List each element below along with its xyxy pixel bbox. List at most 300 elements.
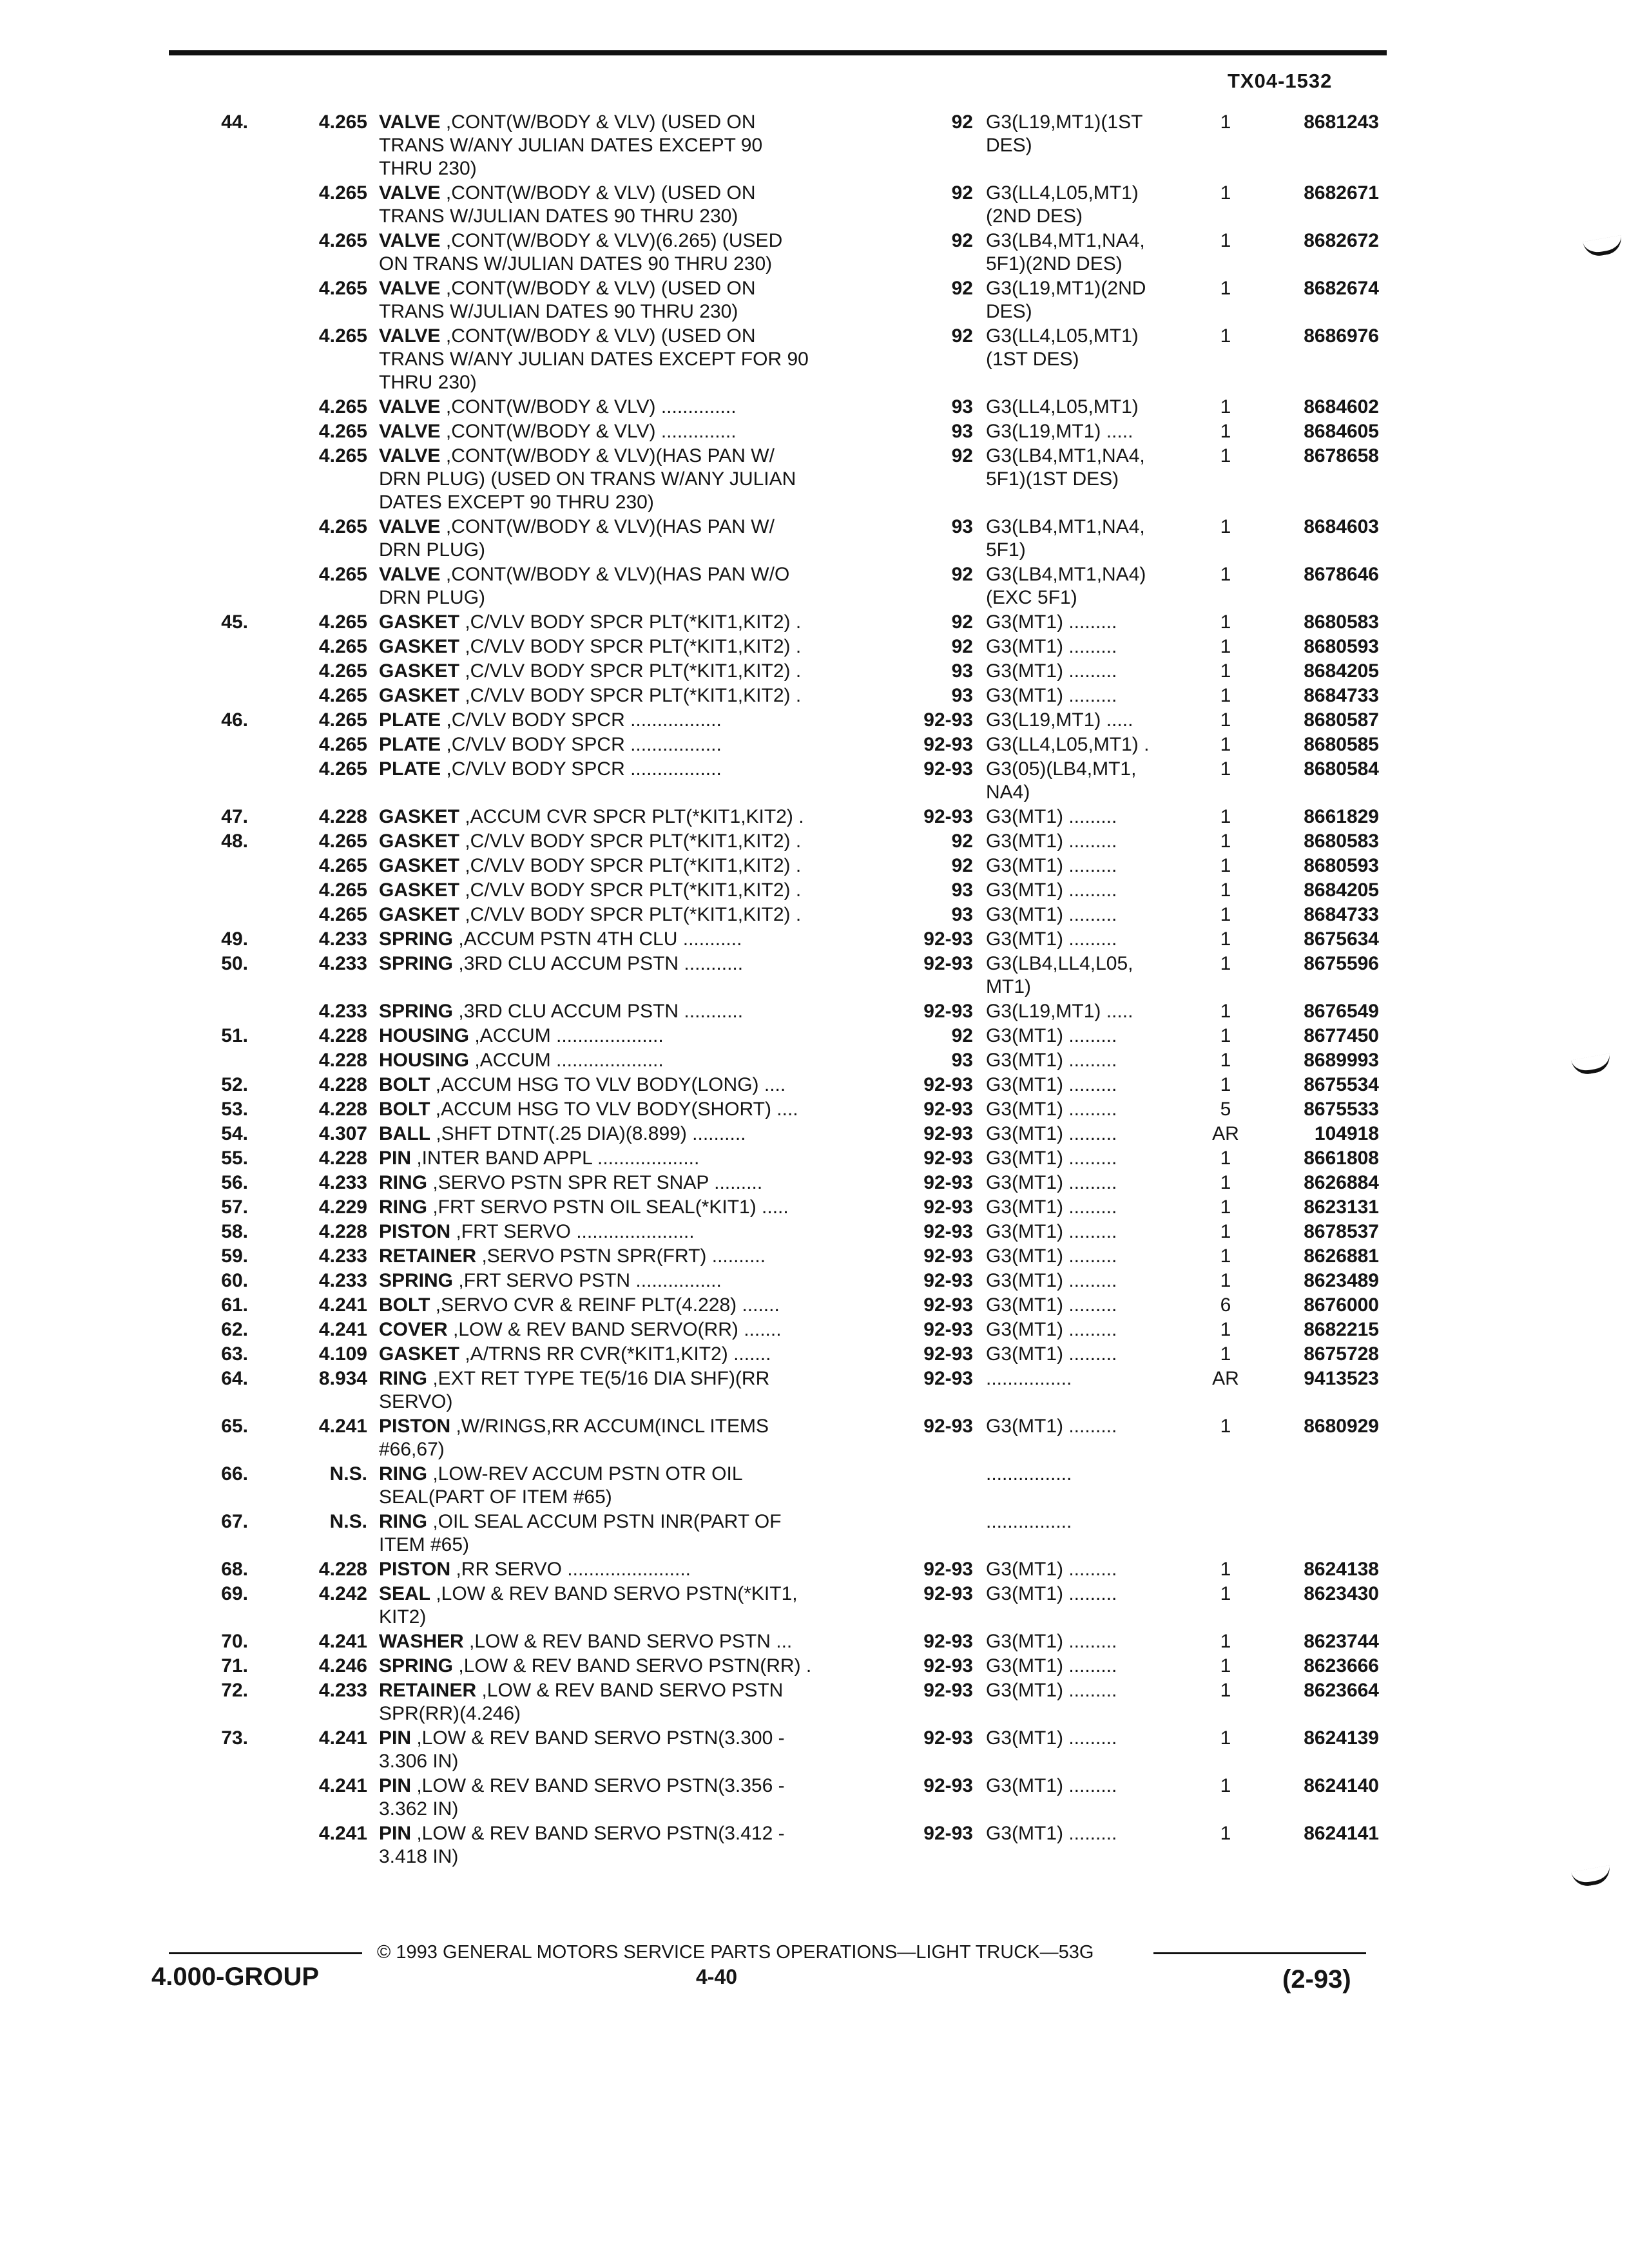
part-number: 8684605 xyxy=(1304,421,1379,442)
usage-application: G3(MT1) ......... xyxy=(986,1025,1117,1046)
part-description xyxy=(379,111,946,180)
header-rule xyxy=(169,50,1387,55)
quantity: 1 xyxy=(1220,516,1231,537)
model-years: 92-93 xyxy=(923,1559,973,1580)
quantity: 1 xyxy=(1220,855,1231,876)
quantity: 1 xyxy=(1220,953,1231,974)
part-number: 8680584 xyxy=(1304,758,1379,780)
parts-row xyxy=(0,325,1629,396)
item-number: 70. xyxy=(221,1631,248,1652)
parts-row xyxy=(0,111,1629,182)
part-detail: ,LOW & REV BAND SERVO PSTN ... xyxy=(463,1631,793,1652)
part-detail: ,C/VLV BODY SPCR ................. xyxy=(441,709,722,731)
group-number: 4.265 xyxy=(318,831,367,852)
group-number: 4.233 xyxy=(318,953,367,974)
parts-row xyxy=(0,229,1629,277)
parts-row xyxy=(0,1679,1629,1727)
part-description xyxy=(379,1679,946,1725)
part-name: BOLT xyxy=(379,1099,430,1120)
part-name: SPRING xyxy=(379,1270,454,1291)
usage-application: G3(MT1) ......... xyxy=(986,855,1117,876)
part-number: 8684205 xyxy=(1304,660,1379,682)
part-description xyxy=(379,635,946,658)
usage-application: G3(MT1) ......... xyxy=(986,1343,1117,1365)
quantity: AR xyxy=(1212,1368,1239,1389)
group-number: 4.265 xyxy=(318,278,367,299)
model-years: 92 xyxy=(951,611,973,633)
model-years: 93 xyxy=(951,1050,973,1071)
quantity: 1 xyxy=(1220,685,1231,706)
parts-row xyxy=(0,420,1629,445)
usage-application: ................ xyxy=(986,1463,1072,1485)
quantity: 1 xyxy=(1220,1245,1231,1267)
usage-application: G3(MT1) ......... xyxy=(986,1074,1117,1095)
quantity: 1 xyxy=(1220,1319,1231,1340)
part-number: 8680593 xyxy=(1304,636,1379,657)
usage-application: G3(MT1) ......... xyxy=(986,611,1117,633)
group-number: N.S. xyxy=(329,1463,367,1485)
part-detail: ,CONT(W/BODY & VLV) (USED ON TRANS W/JULIAN DATES 90 THRU 230) xyxy=(379,182,756,227)
usage-application: G3(MT1) ......... xyxy=(986,1727,1117,1749)
parts-row xyxy=(0,1727,1629,1774)
part-name: WASHER xyxy=(379,1631,464,1652)
part-detail: ,CONT(W/BODY & VLV) (USED ON TRANS W/ANY JULIAN DATES EXCEPT 90 THRU 230) xyxy=(379,111,763,179)
parts-row xyxy=(0,396,1629,420)
item-number: 60. xyxy=(221,1270,248,1291)
item-number: 69. xyxy=(221,1583,248,1604)
parts-row xyxy=(0,515,1629,563)
part-name: RING xyxy=(379,1463,427,1485)
quantity: 1 xyxy=(1220,758,1231,780)
quantity: 1 xyxy=(1220,1416,1231,1437)
part-name: PISTON xyxy=(379,1559,451,1580)
part-name: RING xyxy=(379,1368,427,1389)
part-detail: ,SHFT DTNT(.25 DIA)(8.899) .......... xyxy=(430,1123,746,1144)
usage-application: G3(05)(LB4,MT1, NA4) xyxy=(986,758,1137,803)
quantity: 1 xyxy=(1220,1196,1231,1218)
part-detail: ,SERVO PSTN SPR(FRT) .......... xyxy=(476,1245,766,1267)
parts-row xyxy=(0,879,1629,903)
part-name: VALVE xyxy=(379,445,441,466)
quantity: 1 xyxy=(1220,1823,1231,1844)
group-number: 4.228 xyxy=(318,1025,367,1046)
usage-application: G3(MT1) ......... xyxy=(986,1221,1117,1242)
usage-application: G3(LL4,L05,MT1) (2ND DES) xyxy=(986,182,1139,227)
usage-application: G3(LL4,L05,MT1) (1ST DES) xyxy=(986,325,1139,370)
part-description xyxy=(379,1822,946,1869)
part-detail: ,C/VLV BODY SPCR PLT(*KIT1,KIT2) . xyxy=(459,855,802,876)
parts-row xyxy=(0,1367,1629,1415)
part-detail: ,SERVO CVR & REINF PLT(4.228) ....... xyxy=(430,1294,780,1316)
item-number: 59. xyxy=(221,1245,248,1267)
usage-application: G3(MT1) ......... xyxy=(986,1294,1117,1316)
part-description xyxy=(379,1024,946,1048)
group-number: 4.241 xyxy=(318,1823,367,1844)
quantity: 1 xyxy=(1220,1680,1231,1701)
part-number: 8675728 xyxy=(1304,1343,1379,1365)
part-detail: ,C/VLV BODY SPCR ................. xyxy=(441,734,722,755)
model-years: 92-93 xyxy=(923,1655,973,1677)
group-number: 4.265 xyxy=(318,611,367,633)
parts-row xyxy=(0,445,1629,515)
part-name: HOUSING xyxy=(379,1050,470,1071)
part-number: 8680929 xyxy=(1304,1416,1379,1437)
part-number: 8684205 xyxy=(1304,879,1379,901)
model-years: 92-93 xyxy=(923,1172,973,1193)
part-name: GASKET xyxy=(379,660,460,682)
quantity: 1 xyxy=(1220,396,1231,418)
part-detail: ,FRT SERVO PSTN OIL SEAL(*KIT1) ..... xyxy=(427,1196,789,1218)
part-name: PIN xyxy=(379,1148,412,1169)
part-description xyxy=(379,182,946,228)
model-years: 92-93 xyxy=(923,1294,973,1316)
quantity: 1 xyxy=(1220,1583,1231,1604)
group-number: 4.233 xyxy=(318,1172,367,1193)
item-number: 48. xyxy=(221,831,248,852)
part-detail: ,C/VLV BODY SPCR PLT(*KIT1,KIT2) . xyxy=(459,831,802,852)
item-number: 64. xyxy=(221,1368,248,1389)
part-name: SPRING xyxy=(379,953,454,974)
part-number: 8623131 xyxy=(1304,1196,1379,1218)
quantity: 1 xyxy=(1220,325,1231,347)
quantity: 1 xyxy=(1220,1775,1231,1796)
part-name: VALVE xyxy=(379,230,441,251)
item-number: 51. xyxy=(221,1025,248,1046)
footer-rule-left xyxy=(169,1952,362,1954)
model-years: 92 xyxy=(951,230,973,251)
model-years: 92-93 xyxy=(923,1583,973,1604)
group-number: 4.241 xyxy=(318,1416,367,1437)
part-description xyxy=(379,903,946,927)
part-number: 8682674 xyxy=(1304,278,1379,299)
model-years: 92-93 xyxy=(923,1123,973,1144)
part-number: 8676000 xyxy=(1304,1294,1379,1316)
part-number: 8684603 xyxy=(1304,516,1379,537)
part-detail: ,LOW & REV BAND SERVO PSTN(3.412 - 3.418 IN) xyxy=(379,1823,785,1867)
part-number: 8626881 xyxy=(1304,1245,1379,1267)
part-name: GASKET xyxy=(379,685,460,706)
copyright-notice: © 1993 GENERAL MOTORS SERVICE PARTS OPERATIONS—LIGHT TRUCK—53G xyxy=(377,1942,1094,1963)
part-description xyxy=(379,1774,946,1821)
part-name: RING xyxy=(379,1511,427,1532)
usage-application: G3(MT1) ......... xyxy=(986,685,1117,706)
group-number: 4.265 xyxy=(318,758,367,780)
usage-application: G3(LL4,L05,MT1) . xyxy=(986,734,1150,755)
model-years: 92-93 xyxy=(923,709,973,731)
parts-row xyxy=(0,1147,1629,1171)
usage-application: G3(MT1) ......... xyxy=(986,1680,1117,1701)
usage-application: G3(L19,MT1)(2ND DES) xyxy=(986,278,1146,322)
part-description xyxy=(379,420,946,443)
part-number: 8623489 xyxy=(1304,1270,1379,1291)
usage-application: G3(LL4,L05,MT1) xyxy=(986,396,1139,418)
revision-date: (2-93) xyxy=(1282,1965,1351,1994)
parts-row xyxy=(0,1822,1629,1870)
parts-row xyxy=(0,1582,1629,1630)
item-number: 46. xyxy=(221,709,248,731)
model-years: 92-93 xyxy=(923,806,973,827)
model-years: 92-93 xyxy=(923,1343,973,1365)
item-number: 47. xyxy=(221,806,248,827)
part-detail: ,CONT(W/BODY & VLV) .............. xyxy=(440,421,737,442)
part-number: 8624138 xyxy=(1304,1559,1379,1580)
usage-application: G3(LB4,MT1,NA4, 5F1)(2ND DES) xyxy=(986,230,1145,274)
part-description xyxy=(379,1630,946,1653)
quantity: 1 xyxy=(1220,879,1231,901)
part-detail: ,3RD CLU ACCUM PSTN ........... xyxy=(453,1001,744,1022)
item-number: 65. xyxy=(221,1416,248,1437)
part-description xyxy=(379,1655,946,1678)
usage-application: G3(MT1) ......... xyxy=(986,928,1117,950)
part-detail: ,ACCUM CVR SPCR PLT(*KIT1,KIT2) . xyxy=(459,806,804,827)
quantity: 1 xyxy=(1220,806,1231,827)
group-number: 4.229 xyxy=(318,1196,367,1218)
usage-application: ................ xyxy=(986,1511,1072,1532)
part-number: 8623744 xyxy=(1304,1631,1379,1652)
item-number: 49. xyxy=(221,928,248,950)
item-number: 73. xyxy=(221,1727,248,1749)
part-name: SPRING xyxy=(379,1655,454,1677)
part-name: VALVE xyxy=(379,396,441,418)
usage-application: G3(MT1) ......... xyxy=(986,1583,1117,1604)
usage-application: G3(MT1) ......... xyxy=(986,1631,1117,1652)
parts-row xyxy=(0,1510,1629,1558)
quantity: 1 xyxy=(1220,734,1231,755)
part-detail: ,CONT(W/BODY & VLV)(6.265) (USED ON TRANS W/JULIAN DATES 90 THRU 230) xyxy=(379,230,783,274)
model-years: 92-93 xyxy=(923,1775,973,1796)
item-number: 66. xyxy=(221,1463,248,1485)
part-name: GASKET xyxy=(379,855,460,876)
part-number: 8680593 xyxy=(1304,855,1379,876)
model-years: 92-93 xyxy=(923,1270,973,1291)
part-detail: ,ACCUM .................... xyxy=(469,1050,664,1071)
parts-row xyxy=(0,1171,1629,1196)
model-years: 93 xyxy=(951,421,973,442)
model-years: 92 xyxy=(951,445,973,466)
parts-row xyxy=(0,1122,1629,1147)
part-detail: ,FRT SERVO PSTN ................ xyxy=(453,1270,722,1291)
part-name: BALL xyxy=(379,1123,430,1144)
part-number: 8624141 xyxy=(1304,1823,1379,1844)
item-number: 44. xyxy=(221,111,248,133)
usage-application: G3(L19,MT1)(1ST DES) xyxy=(986,111,1143,156)
item-number: 57. xyxy=(221,1196,248,1218)
usage-application: G3(MT1) ......... xyxy=(986,1775,1117,1796)
part-description xyxy=(379,1294,946,1317)
model-years: 93 xyxy=(951,660,973,682)
part-detail: ,ACCUM HSG TO VLV BODY(SHORT) .... xyxy=(430,1099,798,1120)
part-name: RETAINER xyxy=(379,1245,477,1267)
part-description xyxy=(379,1318,946,1341)
quantity: 1 xyxy=(1220,1001,1231,1022)
part-detail: ,EXT RET TYPE TE(5/16 DIA SHF)(RR SERVO) xyxy=(379,1368,770,1412)
model-years: 92 xyxy=(951,111,973,133)
model-years: 92 xyxy=(951,182,973,204)
parts-row xyxy=(0,758,1629,805)
quantity: 1 xyxy=(1220,660,1231,682)
part-name: PIN xyxy=(379,1823,412,1844)
item-number: 54. xyxy=(221,1123,248,1144)
part-name: PISTON xyxy=(379,1221,451,1242)
part-name: HOUSING xyxy=(379,1025,470,1046)
part-name: VALVE xyxy=(379,564,441,585)
part-number: 8684733 xyxy=(1304,685,1379,706)
parts-row xyxy=(0,733,1629,758)
part-description xyxy=(379,1220,946,1244)
part-detail: ,C/VLV BODY SPCR PLT(*KIT1,KIT2) . xyxy=(459,904,802,925)
model-years: 92-93 xyxy=(923,953,973,974)
quantity: 1 xyxy=(1220,1559,1231,1580)
group-number: 4.241 xyxy=(318,1775,367,1796)
group-number: 4.265 xyxy=(318,855,367,876)
item-number: 50. xyxy=(221,953,248,974)
usage-application: G3(MT1) ......... xyxy=(986,1123,1117,1144)
group-number: 8.934 xyxy=(318,1368,367,1389)
part-number: 8675596 xyxy=(1304,953,1379,974)
part-number: 8681243 xyxy=(1304,111,1379,133)
model-years: 92 xyxy=(951,278,973,299)
part-description xyxy=(379,830,946,853)
parts-row xyxy=(0,1463,1629,1510)
parts-row xyxy=(0,854,1629,879)
quantity: 1 xyxy=(1220,230,1231,251)
parts-row xyxy=(0,277,1629,325)
part-name: PIN xyxy=(379,1775,412,1796)
part-detail: ,C/VLV BODY SPCR PLT(*KIT1,KIT2) . xyxy=(459,611,802,633)
part-detail: ,ACCUM .................... xyxy=(469,1025,664,1046)
item-number: 63. xyxy=(221,1343,248,1365)
parts-row xyxy=(0,611,1629,635)
group-number: 4.265 xyxy=(318,879,367,901)
part-number: 8626884 xyxy=(1304,1172,1379,1193)
quantity: 1 xyxy=(1220,904,1231,925)
part-number: 8686976 xyxy=(1304,325,1379,347)
quantity: 1 xyxy=(1220,1074,1231,1095)
quantity: 1 xyxy=(1220,1727,1231,1749)
quantity: 1 xyxy=(1220,1270,1231,1291)
part-description xyxy=(379,1727,946,1773)
usage-application: G3(MT1) ......... xyxy=(986,806,1117,827)
part-name: PLATE xyxy=(379,709,441,731)
model-years: 92-93 xyxy=(923,1368,973,1389)
part-description xyxy=(379,1463,946,1509)
part-description xyxy=(379,1000,946,1023)
quantity: 1 xyxy=(1220,564,1231,585)
part-description xyxy=(379,563,946,610)
model-years: 92-93 xyxy=(923,1074,973,1095)
part-detail: ,LOW & REV BAND SERVO PSTN SPR(RR)(4.246) xyxy=(379,1680,784,1724)
part-number: 8680583 xyxy=(1304,611,1379,633)
model-years: 92-93 xyxy=(923,758,973,780)
group-number: 4.242 xyxy=(318,1583,367,1604)
part-number: 8680587 xyxy=(1304,709,1379,731)
quantity: 1 xyxy=(1220,928,1231,950)
usage-application: G3(MT1) ......... xyxy=(986,1823,1117,1844)
model-years: 92-93 xyxy=(923,1221,973,1242)
part-description xyxy=(379,879,946,902)
model-years: 92-93 xyxy=(923,1727,973,1749)
part-description xyxy=(379,445,946,514)
parts-row xyxy=(0,1655,1629,1679)
group-number: 4.228 xyxy=(318,1050,367,1071)
model-years: 92-93 xyxy=(923,1001,973,1022)
part-description xyxy=(379,684,946,707)
part-number: 8675534 xyxy=(1304,1074,1379,1095)
part-detail: ,LOW-REV ACCUM PSTN OTR OIL SEAL(PART OF ITEM #65) xyxy=(379,1463,743,1508)
usage-application: G3(MT1) ......... xyxy=(986,1148,1117,1169)
part-name: RING xyxy=(379,1196,427,1218)
quantity: 1 xyxy=(1220,182,1231,204)
part-name: VALVE xyxy=(379,111,441,133)
quantity: 1 xyxy=(1220,111,1231,133)
quantity: 1 xyxy=(1220,1343,1231,1365)
parts-row xyxy=(0,1220,1629,1245)
part-number: 8661829 xyxy=(1304,806,1379,827)
group-number: 4.233 xyxy=(318,1245,367,1267)
footer-rule-right xyxy=(1153,1952,1366,1954)
part-name: COVER xyxy=(379,1319,448,1340)
part-description xyxy=(379,952,946,975)
usage-application: G3(LB4,MT1,NA4, 5F1)(1ST DES) xyxy=(986,445,1145,490)
group-number: 4.241 xyxy=(318,1631,367,1652)
model-years: 92-93 xyxy=(923,1196,973,1218)
group-number: 4.265 xyxy=(318,182,367,204)
quantity: 6 xyxy=(1220,1294,1231,1316)
part-description xyxy=(379,1367,946,1414)
usage-application: G3(MT1) ......... xyxy=(986,879,1117,901)
group-number: 4.241 xyxy=(318,1294,367,1316)
part-name: VALVE xyxy=(379,325,441,347)
part-description xyxy=(379,660,946,683)
part-number: 8623664 xyxy=(1304,1680,1379,1701)
part-name: PLATE xyxy=(379,734,441,755)
part-name: GASKET xyxy=(379,904,460,925)
part-detail: ,C/VLV BODY SPCR PLT(*KIT1,KIT2) . xyxy=(459,879,802,901)
usage-application: G3(MT1) ......... xyxy=(986,1172,1117,1193)
part-detail: ,OIL SEAL ACCUM PSTN INR(PART OF ITEM #65) xyxy=(379,1511,782,1555)
part-description xyxy=(379,515,946,562)
quantity: 1 xyxy=(1220,278,1231,299)
part-name: RING xyxy=(379,1172,427,1193)
model-years: 92-93 xyxy=(923,1245,973,1267)
part-name: PISTON xyxy=(379,1416,451,1437)
quantity: 1 xyxy=(1220,1025,1231,1046)
parts-row xyxy=(0,805,1629,830)
item-number: 55. xyxy=(221,1148,248,1169)
group-number: 4.307 xyxy=(318,1123,367,1144)
part-number: 8623430 xyxy=(1304,1583,1379,1604)
part-description xyxy=(379,709,946,732)
group-number: 4.265 xyxy=(318,421,367,442)
part-number: 8682671 xyxy=(1304,182,1379,204)
part-description xyxy=(379,611,946,634)
item-number: 53. xyxy=(221,1099,248,1120)
usage-application: G3(MT1) ......... xyxy=(986,1270,1117,1291)
usage-application: G3(MT1) ......... xyxy=(986,904,1117,925)
group-number: 4.265 xyxy=(318,685,367,706)
quantity: 1 xyxy=(1220,636,1231,657)
model-years: 92-93 xyxy=(923,1823,973,1844)
part-detail: ,LOW & REV BAND SERVO PSTN(*KIT1, KIT2) xyxy=(379,1583,798,1628)
group-number: 4.265 xyxy=(318,396,367,418)
part-description xyxy=(379,1245,946,1268)
group-number: 4.265 xyxy=(318,111,367,133)
parts-row xyxy=(0,1269,1629,1294)
part-number: 9413523 xyxy=(1304,1368,1379,1389)
quantity: 1 xyxy=(1220,611,1231,633)
parts-row xyxy=(0,684,1629,709)
parts-row xyxy=(0,952,1629,1000)
